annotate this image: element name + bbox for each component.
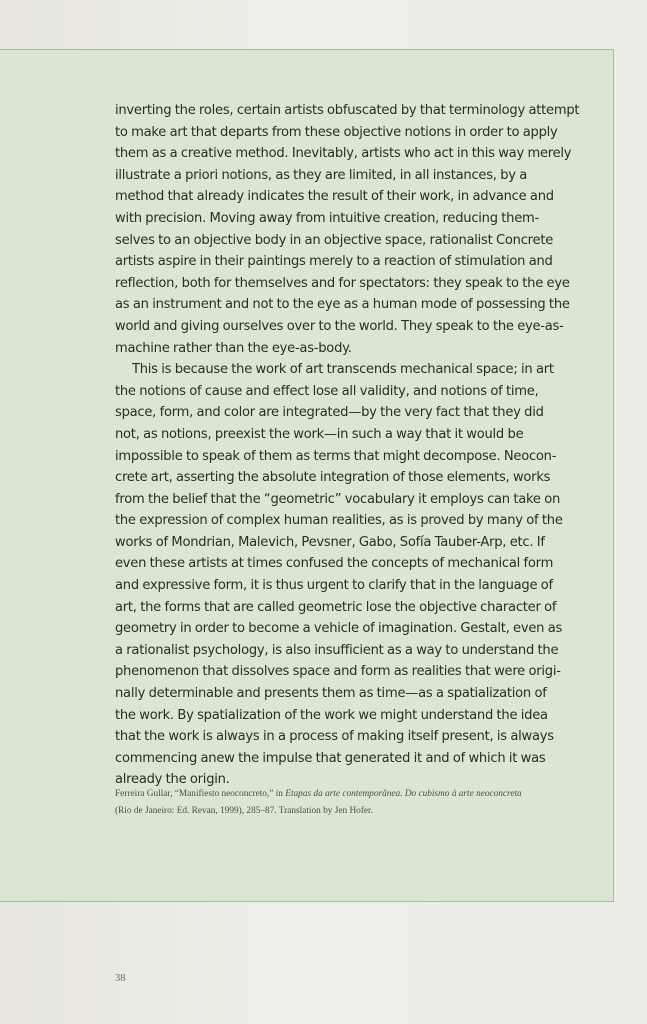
body-line: phenomenon that dissolves space and form as realities that were origi- — [115, 664, 561, 680]
body-line: the work. By spatialization of the work we might understand the idea — [115, 707, 548, 723]
body-line: from the belief that the “geometric” vocabulary it employs can take on — [115, 491, 560, 507]
body-line: geometry in order to become a vehicle of imagination. Gestalt, even as — [115, 621, 563, 637]
body-line: and expressive form, it is thus urgent to clarify that in the language of — [115, 578, 553, 594]
body-line: them as a creative method. Inevitably, artists who act in this way merely — [115, 146, 572, 162]
body-line: method that already indicates the result of their work, in advance and — [115, 189, 554, 205]
body-line: to make art that departs from these objective notions in order to apply — [115, 124, 558, 140]
body-line: This is because the work of art transcends mechanical space; in art — [132, 362, 554, 378]
body-line: nally determinable and presents them as time—as a spatialization of — [115, 686, 547, 702]
body-line: inverting the roles, certain artists obfuscated by that terminology attempt — [115, 103, 580, 118]
body-line: even these artists at times confused the concepts of mechanical form — [115, 556, 554, 572]
body-line: artists aspire in their paintings merely to a reaction of stimulation and — [115, 254, 553, 270]
body-text — [115, 100, 580, 791]
body-line: impossible to speak of them as terms that might decompose. Neocon- — [115, 448, 557, 464]
body-line: already the origin. — [115, 772, 230, 788]
body-line: not, as notions, preexist the work—in such a way that it would be — [115, 426, 524, 442]
citation-prefix: Ferreira Gullar, “Manifiesto neoconcreto,” in — [115, 789, 286, 799]
body-line: selves to an objective body in an objective space, rationalist Concrete — [115, 232, 554, 248]
body-line: reflection, both for themselves and for spectators: they speak to the eye — [115, 275, 570, 291]
source-citation — [115, 786, 575, 819]
body-line: machine rather than the eye-as-body. — [115, 340, 352, 356]
body-line: space, form, and color are integrated—by the very fact that they did — [115, 405, 544, 421]
body-line: with precision. Moving away from intuitive creation, reducing them- — [115, 210, 540, 226]
citation-line-1 — [115, 786, 575, 803]
body-line: art, the forms that are called geometric lose the objective character of — [115, 599, 557, 615]
body-line: commencing anew the impulse that generated it and of which it was — [115, 750, 546, 766]
body-line: as an instrument and not to the eye as a human mode of possessing the — [115, 297, 570, 313]
body-line: works of Mondrian, Malevich, Pevsner, Gabo, Sofía Tauber-Arp, etc. If — [115, 534, 545, 550]
page-number: 38 — [115, 973, 126, 984]
body-line: the notions of cause and effect lose all validity, and notions of time, — [115, 383, 539, 399]
body-line: world and giving ourselves over to the world. They speak to the eye-as- — [115, 318, 564, 334]
citation-book-title: Etapas da arte contemporânea. Do cubismo à arte neoconcreta — [285, 789, 522, 799]
body-line: crete art, asserting the absolute integration of those elements, works — [115, 470, 551, 486]
citation-line-2: (Rio de Janeiro: Ed. Revan, 1999), 285–87. Translation by Jen Hofer. — [115, 805, 373, 816]
body-line: a rationalist psychology, is also insufficient as a way to understand the — [115, 642, 559, 658]
body-line: illustrate a priori notions, as they are limited, in all instances, by a — [115, 167, 528, 183]
body-line: that the work is always in a process of making itself present, is always — [115, 729, 554, 745]
body-line: the expression of complex human realities, as is proved by many of the — [115, 513, 563, 529]
